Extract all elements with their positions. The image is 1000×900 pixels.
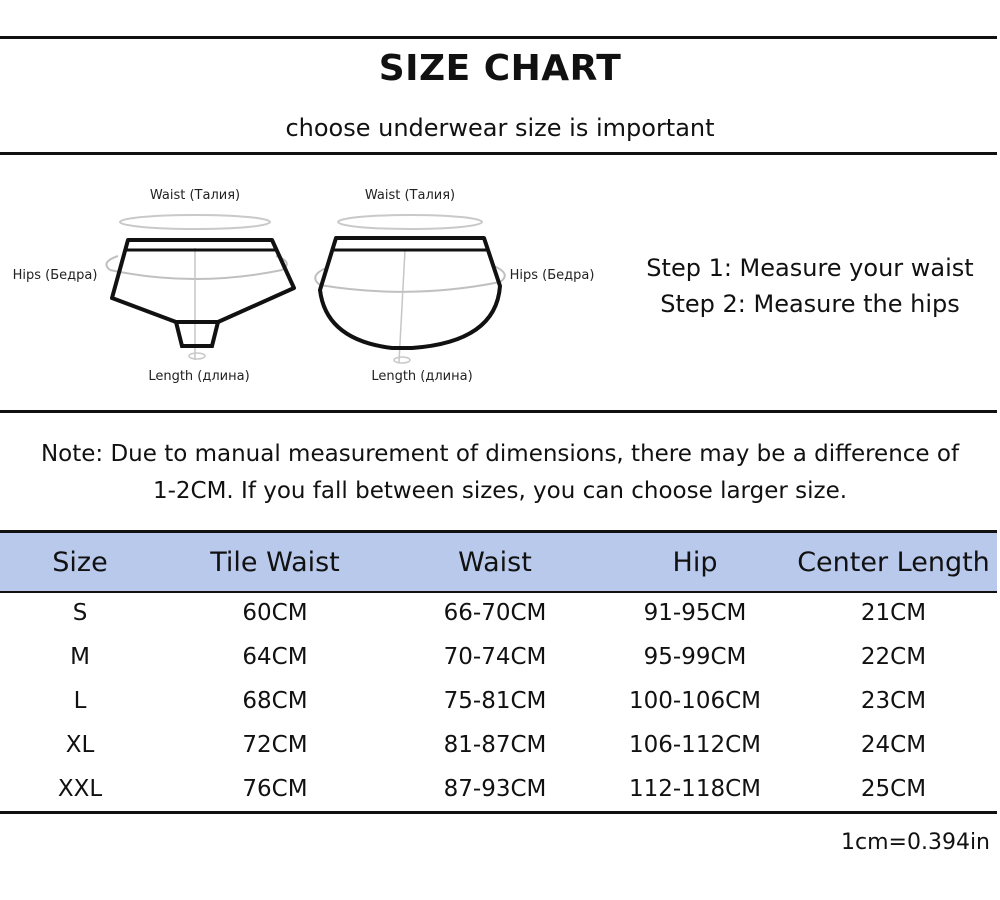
header-hip: Hip <box>600 533 790 591</box>
cell-hip: 112-118CM <box>628 776 761 802</box>
cell-hip: 91-95CM <box>643 600 747 626</box>
cell-hip: 100-106CM <box>628 688 761 714</box>
cell-tile-waist: 76CM <box>242 776 308 802</box>
brief-right-figure <box>315 188 594 384</box>
step-2-text: Step 2: Measure the hips <box>660 290 960 318</box>
right-length-label: Length (длина) <box>371 369 473 384</box>
cell-size: S <box>72 600 88 626</box>
page-title: SIZE CHART <box>378 48 622 89</box>
measure-steps <box>620 250 1000 322</box>
header-center-length: Center Length <box>790 533 997 591</box>
table-row <box>0 635 997 679</box>
cell-size: M <box>70 644 90 670</box>
cell-waist: 70-74CM <box>443 644 547 670</box>
cell-tile-waist: 60CM <box>242 600 308 626</box>
left-hips-label: Hips (Бедра) <box>12 268 98 283</box>
cell-tile-waist: 64CM <box>242 644 308 670</box>
brief-left-figure <box>13 188 294 384</box>
cell-size: L <box>73 688 87 714</box>
cell-center-length: 21CM <box>860 600 927 626</box>
step-1-text: Step 1: Measure your waist <box>646 254 974 282</box>
table-row <box>0 679 997 723</box>
cell-tile-waist: 72CM <box>242 732 308 758</box>
table-row <box>0 767 997 811</box>
note-line-1: Note: Due to manual measurement of dimensions, there may be a difference of <box>40 441 960 467</box>
cell-center-length: 22CM <box>860 644 927 670</box>
measurement-diagram <box>0 170 620 400</box>
right-hips-label: Hips (Бедра) <box>509 268 595 283</box>
cell-size: XL <box>65 732 95 758</box>
diagram-bottom-rule <box>0 410 997 413</box>
header-bottom-rule <box>0 152 997 155</box>
cell-waist: 87-93CM <box>443 776 547 802</box>
page-subtitle: choose underwear size is important <box>285 114 715 142</box>
size-table <box>0 533 997 811</box>
cell-hip: 106-112CM <box>628 732 761 758</box>
unit-conversion: 1cm=0.394in <box>841 830 990 855</box>
note-line-2: 1-2CM. If you fall between sizes, you can choose larger size. <box>152 478 848 504</box>
left-waist-label: Waist (Талия) <box>149 188 241 203</box>
table-row <box>0 723 997 767</box>
cell-hip: 95-99CM <box>643 644 747 670</box>
table-bottom-rule <box>0 811 997 814</box>
cell-center-length: 23CM <box>860 688 927 714</box>
cell-waist: 81-87CM <box>443 732 547 758</box>
cell-waist: 75-81CM <box>443 688 547 714</box>
header-waist: Waist <box>390 533 600 591</box>
table-row <box>0 591 997 635</box>
cell-center-length: 24CM <box>860 732 927 758</box>
cell-center-length: 25CM <box>860 776 927 802</box>
header-tile-waist: Tile Waist <box>160 533 390 591</box>
header-size: Size <box>0 533 160 591</box>
cell-waist: 66-70CM <box>443 600 547 626</box>
left-length-label: Length (длина) <box>148 369 250 384</box>
table-header-row <box>0 533 997 591</box>
cell-size: XXL <box>57 776 103 802</box>
right-waist-label: Waist (Талия) <box>364 188 456 203</box>
cell-tile-waist: 68CM <box>242 688 308 714</box>
top-rule <box>0 36 997 39</box>
measurement-note <box>10 436 990 510</box>
